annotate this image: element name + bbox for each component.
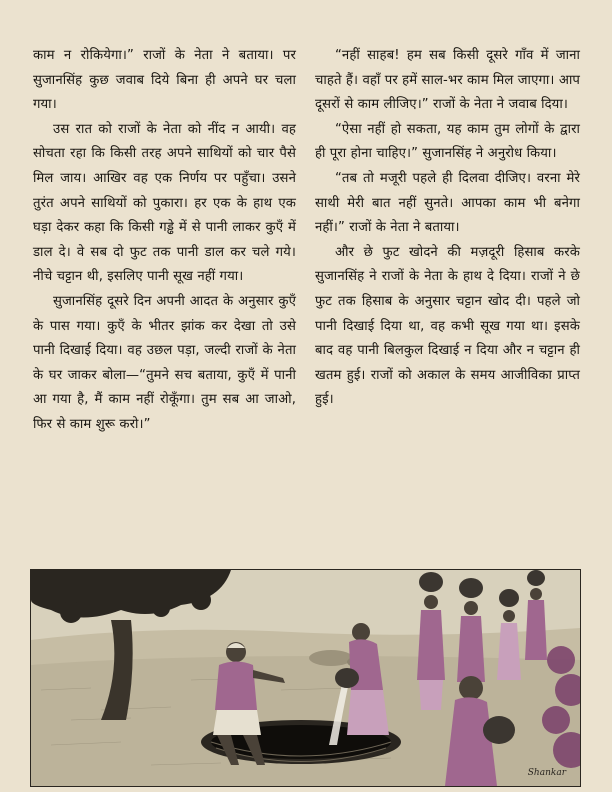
artist-signature: Shankar (527, 768, 566, 778)
left-paragraph-3: सुजानसिंह दूसरे दिन अपनी आदत के अनुसार कुएँ के पास गया। कुएँ के भीतर झांक कर देखा तो उसे पानी दिखाई दिया। वह उछल पड़ा, जल्दी राजों के नेता के घर जाकर बोला—“तुमने सच बताया, कुएँ में पानी आ गया है, मैं काम नहीं रोकूँगा। तुम सब आ जाओ, फिर से काम शुरू करो।” (33, 293, 296, 432)
left-paragraph-1: काम न रोकियेगा।” राजों के नेता ने बताया। पर सुजानसिंह कुछ जवाब दिये बिना ही अपने घर चला गया। (33, 48, 296, 113)
left-text-column (33, 44, 296, 438)
rock-1 (309, 650, 353, 666)
story-illustration (30, 569, 581, 787)
right-paragraph-4: और छे फुट खोदने की मज़दूरी हिसाब करके सुजानसिंह ने राजों के नेता के हाथ दे दिया। राजों ने छे फुट तक हिसाब के अनुसार चट्टान खोद दी। पहले जो पानी दिखाई दिया था, वह कभी सूख गया था। इसके बाद वह पानी बिलकुल दिखाई न दिया और न चट्टान ही खतम हुई। राजों को अकाल के समय आजीविका प्राप्त हुई। (315, 244, 580, 408)
right-text-column (315, 44, 580, 413)
right-paragraph-1: “नहीं साहब! हम सब किसी दूसरे गाँव में जाना चाहते हैं। वहाँ पर हमें साल-भर काम मिल जाएगा। आप दूसरों से काम लीजिए।” राजों के नेता ने जवाब दिया। (315, 48, 580, 113)
right-paragraph-3: “तब तो मजूरी पहले ही दिलवा दीजिए। वरना मेरे साथी मेरी बात नहीं सुनते। आपका काम भी बनेगा नहीं।” राजों के नेता ने बताया। (315, 170, 580, 236)
left-paragraph-2: उस रात को राजों के नेता को नींद न आयी। वह सोचता रहा कि किसी तरह अपने साथियों को चार पैसे मिल जाय। आखिर वह एक निर्णय पर पहुँचा। उसने तुरंत अपने साथियों को पुकारा। हर एक के हाथ एक घड़ा देकर कहा कि किसी गड्ढे में से पानी लाकर कुएँ में डाल दे। वे सब दो फुट तक पानी डाल कर चले गये। नीचे चट्टान थी, इसलिए पानी सूख नहीं गया। (33, 121, 296, 285)
well-scene-drawing (31, 570, 580, 786)
right-paragraph-2: “ऐसा नहीं हो सकता, यह काम तुम लोगों के द्वारा ही पूरा होना चाहिए।” सुजानसिंह ने अनुरोध किया। (315, 121, 580, 162)
